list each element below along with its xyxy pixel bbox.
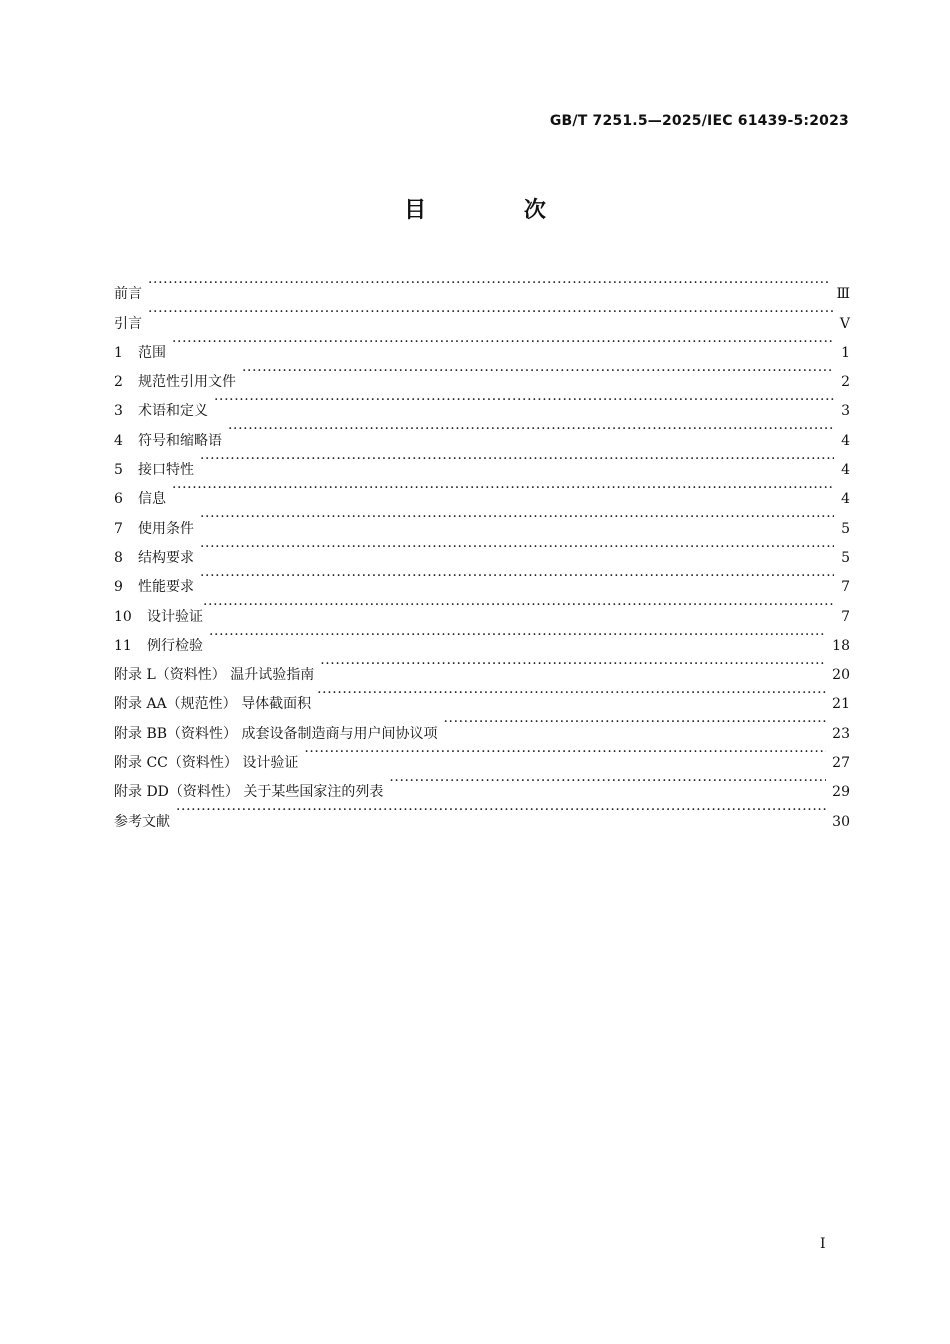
toc-entry-label: 3 术语和定义 bbox=[114, 397, 214, 426]
dot-leader bbox=[176, 796, 826, 825]
toc-entry-label: 附录 CC（资料性） 设计验证 bbox=[114, 755, 299, 772]
toc-entry-label: 附录 AA（规范性） 导体截面积 bbox=[114, 696, 312, 713]
toc-entry-section-5[interactable] bbox=[114, 445, 850, 479]
dot-leader bbox=[200, 503, 834, 532]
dot-leader bbox=[200, 445, 834, 474]
toc-page-number: 7 bbox=[841, 579, 850, 596]
toc-page-number: 23 bbox=[832, 725, 850, 742]
toc-section-number: 1 bbox=[114, 344, 123, 361]
toc-section-number: 7 bbox=[114, 520, 123, 537]
toc-page-number: 3 bbox=[841, 403, 850, 420]
toc-entry-label: 8 结构要求 bbox=[114, 544, 200, 573]
toc-entry-label: 4 符号和缩略语 bbox=[114, 427, 228, 456]
toc-page-number: 4 bbox=[841, 491, 850, 508]
toc-entry-label: 附录 BB（资料性） 成套设备制造商与用户间协议项 bbox=[114, 725, 438, 742]
toc-entry-annex-l[interactable] bbox=[114, 650, 850, 684]
toc-entry-section-4[interactable] bbox=[114, 415, 850, 449]
toc-entry-section-9[interactable] bbox=[114, 562, 850, 596]
toc-entry-section-6[interactable] bbox=[114, 474, 850, 508]
toc-page-number: 2 bbox=[841, 374, 850, 391]
toc-section-number: 6 bbox=[114, 491, 123, 508]
toc-section-number: 10 bbox=[114, 608, 132, 625]
toc-section-number: 9 bbox=[114, 579, 123, 596]
dot-leader bbox=[148, 269, 830, 298]
dot-leader bbox=[172, 328, 834, 357]
toc-page-number: Ⅴ bbox=[839, 315, 850, 332]
toc-page-number: Ⅲ bbox=[836, 286, 850, 303]
toc-entry-section-10[interactable] bbox=[114, 591, 850, 625]
toc-entry-foreword[interactable] bbox=[114, 269, 850, 303]
toc-page-number: 29 bbox=[832, 784, 850, 801]
toc-entry-bibliography[interactable] bbox=[114, 796, 850, 830]
dot-leader bbox=[242, 357, 834, 386]
toc-entry-label: 附录 DD（资料性） 关于某些国家注的列表 bbox=[114, 784, 384, 801]
toc-entry-label: 前言 bbox=[114, 286, 142, 303]
toc-entry-label: 9 性能要求 bbox=[114, 573, 200, 602]
dot-leader bbox=[320, 650, 826, 679]
toc-entry-label: 引言 bbox=[114, 315, 142, 332]
toc-page-number: 20 bbox=[832, 667, 850, 684]
page-title: 目 次 bbox=[404, 198, 591, 223]
toc-page-number: 7 bbox=[841, 608, 850, 625]
toc-page-number: 18 bbox=[832, 637, 850, 654]
toc-section-number: 3 bbox=[114, 403, 123, 420]
dot-leader bbox=[172, 474, 834, 503]
dot-leader bbox=[148, 298, 834, 327]
toc-entry-label: 7 使用条件 bbox=[114, 515, 200, 544]
toc-entry-section-8[interactable] bbox=[114, 533, 850, 566]
toc-page-number: 4 bbox=[841, 432, 850, 449]
dot-leader bbox=[304, 738, 826, 767]
toc-entry-section-11[interactable] bbox=[114, 621, 850, 654]
toc-entry-label: 11 例行检验 bbox=[114, 632, 209, 661]
toc-entry-label: 6 信息 bbox=[114, 485, 172, 514]
table-of-contents bbox=[114, 269, 850, 830]
toc-page-number: 4 bbox=[841, 462, 850, 479]
dot-leader bbox=[203, 591, 834, 620]
toc-section-number: 4 bbox=[114, 432, 123, 449]
dot-leader bbox=[389, 767, 826, 796]
toc-entry-label: 10 设计验证 bbox=[114, 603, 203, 632]
toc-entry-label: 参考文献 bbox=[114, 813, 170, 830]
dot-leader bbox=[200, 562, 834, 591]
toc-page-number: 5 bbox=[841, 549, 850, 566]
dot-leader bbox=[209, 621, 826, 650]
toc-section-number: 8 bbox=[114, 549, 123, 566]
dot-leader bbox=[228, 415, 834, 444]
toc-page-number: 30 bbox=[832, 813, 850, 830]
toc-page-number: 5 bbox=[841, 520, 850, 537]
toc-entry-label: 附录 L（资料性） 温升试验指南 bbox=[114, 667, 315, 684]
dot-leader bbox=[443, 708, 826, 737]
toc-page-number: 27 bbox=[832, 755, 850, 772]
toc-entry-section-7[interactable] bbox=[114, 503, 850, 537]
toc-section-number: 5 bbox=[114, 462, 123, 479]
toc-entry-introduction[interactable] bbox=[114, 298, 850, 332]
standard-code-header: GB/T 7251.5—2025/IEC 61439-5:2023 bbox=[549, 113, 849, 129]
toc-entry-label: 2 规范性引用文件 bbox=[114, 368, 242, 397]
dot-leader bbox=[317, 679, 826, 708]
toc-page-number: 1 bbox=[841, 344, 850, 361]
toc-section-number: 2 bbox=[114, 374, 123, 391]
toc-entry-section-3[interactable] bbox=[114, 386, 850, 420]
dot-leader bbox=[200, 533, 834, 562]
toc-entry-label: 5 接口特性 bbox=[114, 456, 200, 485]
toc-entry-section-2[interactable] bbox=[114, 357, 850, 391]
toc-entry-label: 1 范围 bbox=[114, 339, 172, 368]
toc-page-number: 21 bbox=[832, 696, 850, 713]
page-number: Ⅰ bbox=[820, 1236, 826, 1252]
dot-leader bbox=[214, 386, 834, 415]
toc-section-number: 11 bbox=[114, 637, 132, 654]
toc-entry-section-1[interactable] bbox=[114, 328, 850, 361]
